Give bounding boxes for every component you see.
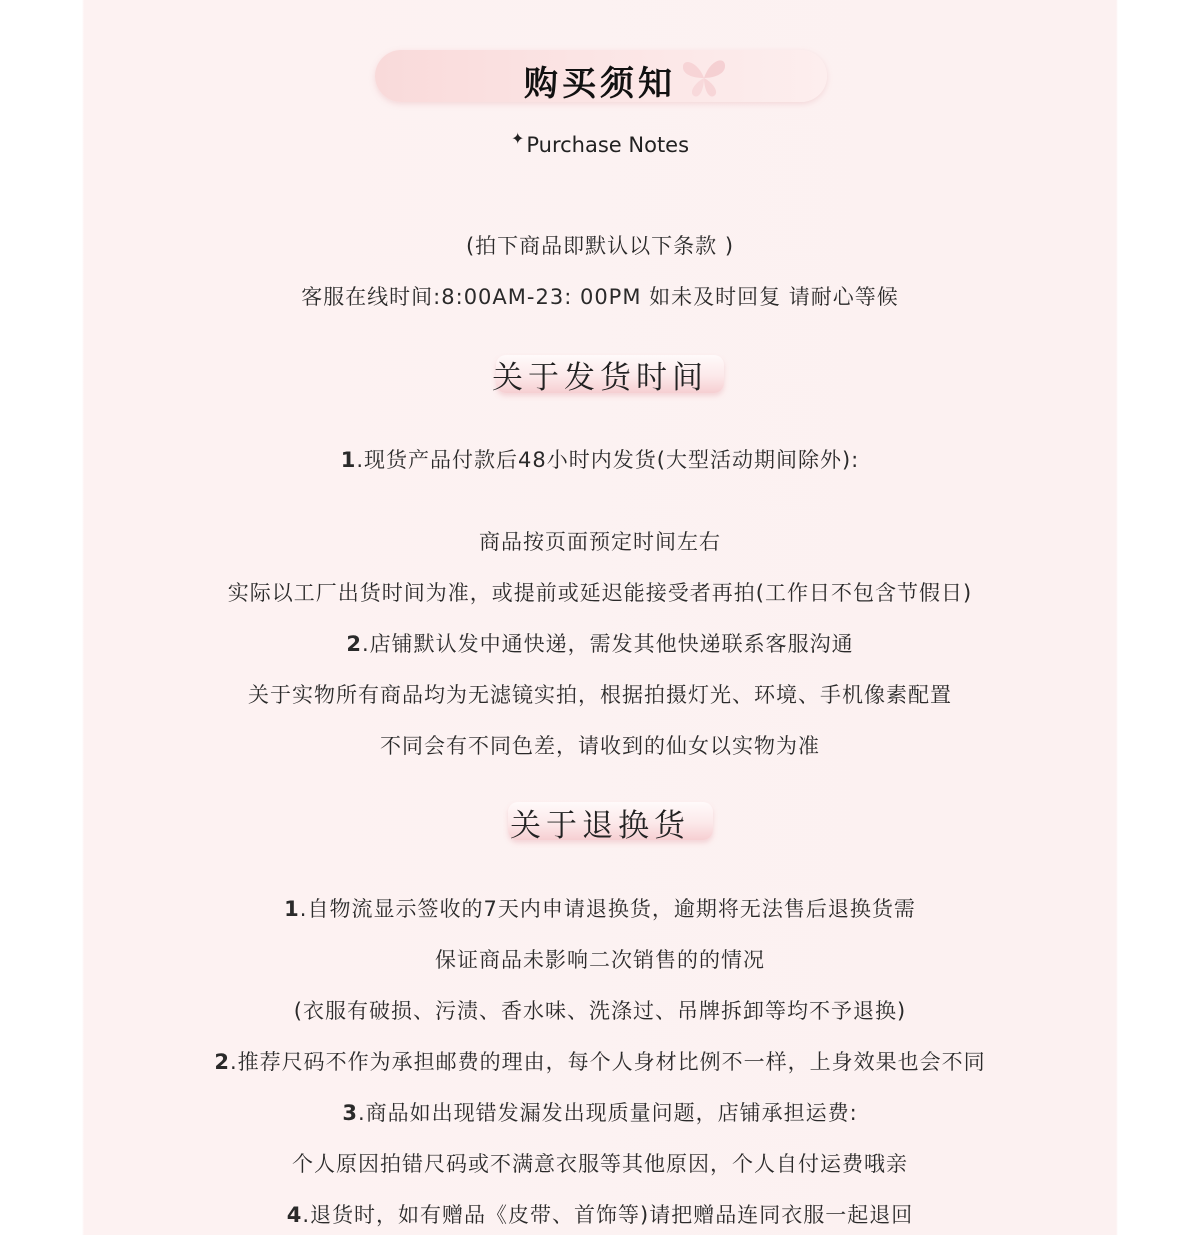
sparkle-icon: ✦ xyxy=(510,129,525,148)
shipping-line: 关于实物所有商品均为无滤镜实拍，根据拍摄灯光、环境、手机像素配置 xyxy=(248,683,952,707)
returns-item-1 xyxy=(0,893,1200,923)
shipping-line: 商品按页面预定时间左右 xyxy=(479,530,721,554)
shipping-line: 不同会有不同色差，请收到的仙女以实物为准 xyxy=(380,734,820,758)
service-hours: 客服在线时间:8:00AM-23: 00PM 如未及时回复 请耐心等候 xyxy=(301,285,899,309)
shipping-heading: 关于发货时间 xyxy=(492,360,708,396)
shipping-item-2 xyxy=(0,628,1200,658)
item-number: 4 xyxy=(286,1203,303,1227)
item-number: 1 xyxy=(340,448,357,472)
returns-line: 保证商品未影响二次销售的的情况 xyxy=(435,948,765,972)
returns-line: (衣服有破损、污渍、香水味、洗涤过、吊牌拆卸等均不予退换) xyxy=(293,999,907,1023)
page-title: 购买须知 xyxy=(524,64,676,104)
subtitle xyxy=(0,129,1200,157)
returns-heading: 关于退换货 xyxy=(510,808,690,844)
item-number: 1 xyxy=(284,897,300,921)
intro-note: (拍下商品即默认以下条款 ) xyxy=(465,234,735,258)
item-text: .自物流显示签收的7天内申请退换货，逾期将无法售后退换货需 xyxy=(299,897,916,921)
returns-item-3 xyxy=(0,1097,1200,1127)
item-text: .推荐尺码不作为承担邮费的理由，每个人身材比例不一样，上身效果也会不同 xyxy=(229,1050,986,1074)
item-number: 3 xyxy=(342,1101,358,1125)
item-text: .店铺默认发中通快递，需发其他快递联系客服沟通 xyxy=(361,632,854,656)
item-number: 2 xyxy=(214,1050,230,1074)
item-number: 2 xyxy=(346,632,362,656)
returns-item-2 xyxy=(0,1046,1200,1076)
returns-line: 个人原因拍错尺码或不满意衣服等其他原因，个人自付运费哦亲 xyxy=(292,1152,908,1176)
item-text: .现货产品付款后48小时内发货(大型活动期间除外): xyxy=(356,448,860,472)
item-text: .商品如出现错发漏发出现质量问题，店铺承担运费: xyxy=(357,1101,858,1125)
shipping-line: 实际以工厂出货时间为准，或提前或延迟能接受者再拍(工作日不包含节假日) xyxy=(227,581,973,605)
returns-item-4 xyxy=(0,1199,1200,1229)
subtitle-text: Purchase Notes xyxy=(526,133,690,157)
shipping-item-1 xyxy=(0,444,1200,474)
item-text: .退货时，如有赠品《皮带、首饰等)请把赠品连同衣服一起退回 xyxy=(302,1203,914,1227)
